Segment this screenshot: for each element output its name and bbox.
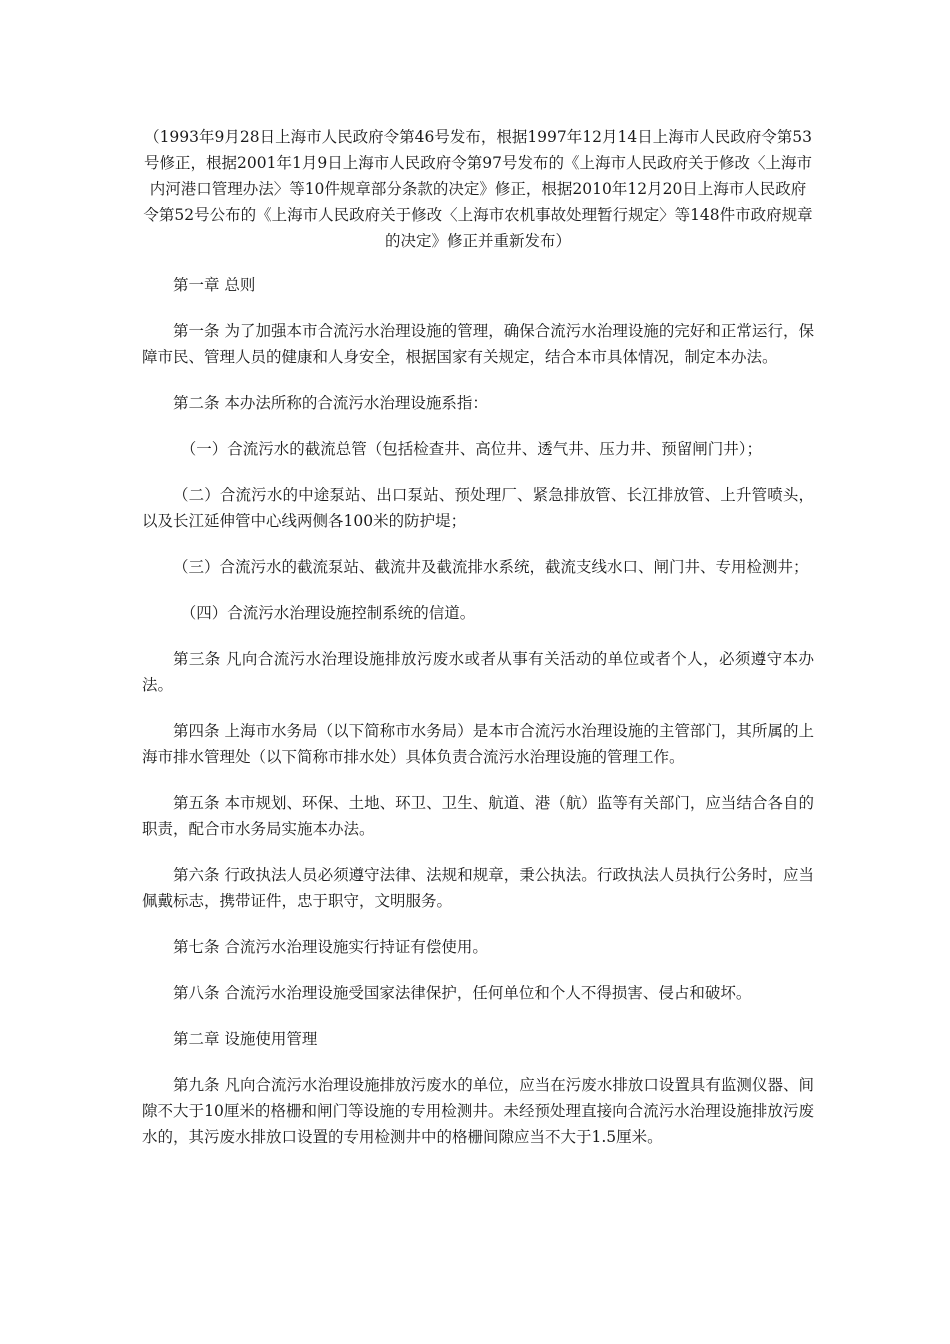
article-1: 第一条 为了加强本市合流污水治理设施的管理，确保合流污水治理设施的完好和正常运行，保障市民、管理人员的健康和人身安全，根据国家有关规定，结合本市具体情况，制定本办法。: [142, 322, 814, 366]
chapter-heading-2: 第二章 设施使用管理: [173, 1030, 318, 1048]
article-7: 第七条 合流污水治理设施实行持证有偿使用。: [173, 938, 488, 956]
article-5: 第五条 本市规划、环保、土地、环卫、卫生、航道、港（航）监等有关部门，应当结合各自的职责，配合市水务局实施本办法。: [142, 794, 814, 838]
article-2-item-3: （三）合流污水的截流泵站、截流井及截流排水系统，截流支线水口、闸门井、专用检测井；: [173, 558, 809, 576]
preamble: （1993年9月28日上海市人民政府令第46号发布，根据1997年12月14日上海市人民政府令第53号修正，根据2001年1月9日上海市人民政府令第97号发布的《上海市人民政府关于修改〈上海市内河港口管理办法〉等10件规章部分条款的决定》修正，根据2010年12月20日上海市人民政府令第52号公布的《上海市人民政府关于修改〈上海市农机事故处理暂行规定〉等148件市政府规章的决定》修正并重新发布）: [143, 128, 813, 250]
document-body: [142, 272, 814, 1170]
article-4: 第四条 上海市水务局（以下简称市水务局）是本市合流污水治理设施的主管部门，其所属的上海市排水管理处（以下简称市排水处）具体负责合流污水治理设施的管理工作。: [142, 722, 814, 766]
article-2: 第二条 本办法所称的合流污水治理设施系指：: [173, 394, 488, 412]
article-9: 第九条 凡向合流污水治理设施排放污废水的单位，应当在污废水排放口设置具有监测仪器、间隙不大于10厘米的格栅和闸门等设施的专用检测井。未经预处理直接向合流污水治理设施排放污废水的，其污废水排放口设置的专用检测井中的格栅间隙应当不大于1.5厘米。: [142, 1076, 814, 1146]
article-2-item-4: （四）合流污水治理设施控制系统的信道。: [180, 604, 476, 622]
article-3: 第三条 凡向合流污水治理设施排放污废水或者从事有关活动的单位或者个人，必须遵守本办法。: [142, 650, 814, 694]
article-8: 第八条 合流污水治理设施受国家法律保护，任何单位和个人不得损害、侵占和破坏。: [173, 984, 752, 1002]
article-2-item-2: （二）合流污水的中途泵站、出口泵站、预处理厂、紧急排放管、长江排放管、上升管喷头，以及长江延伸管中心线两侧各100米的防护堤；: [142, 486, 814, 530]
article-2-item-1: （一）合流污水的截流总管（包括检查井、高位井、透气井、压力井、预留闸门井）；: [180, 440, 763, 458]
chapter-heading-1: 第一章 总则: [173, 276, 256, 294]
article-6: 第六条 行政执法人员必须遵守法律、法规和规章，秉公执法。行政执法人员执行公务时，应当佩戴标志，携带证件，忠于职守，文明服务。: [142, 866, 814, 910]
